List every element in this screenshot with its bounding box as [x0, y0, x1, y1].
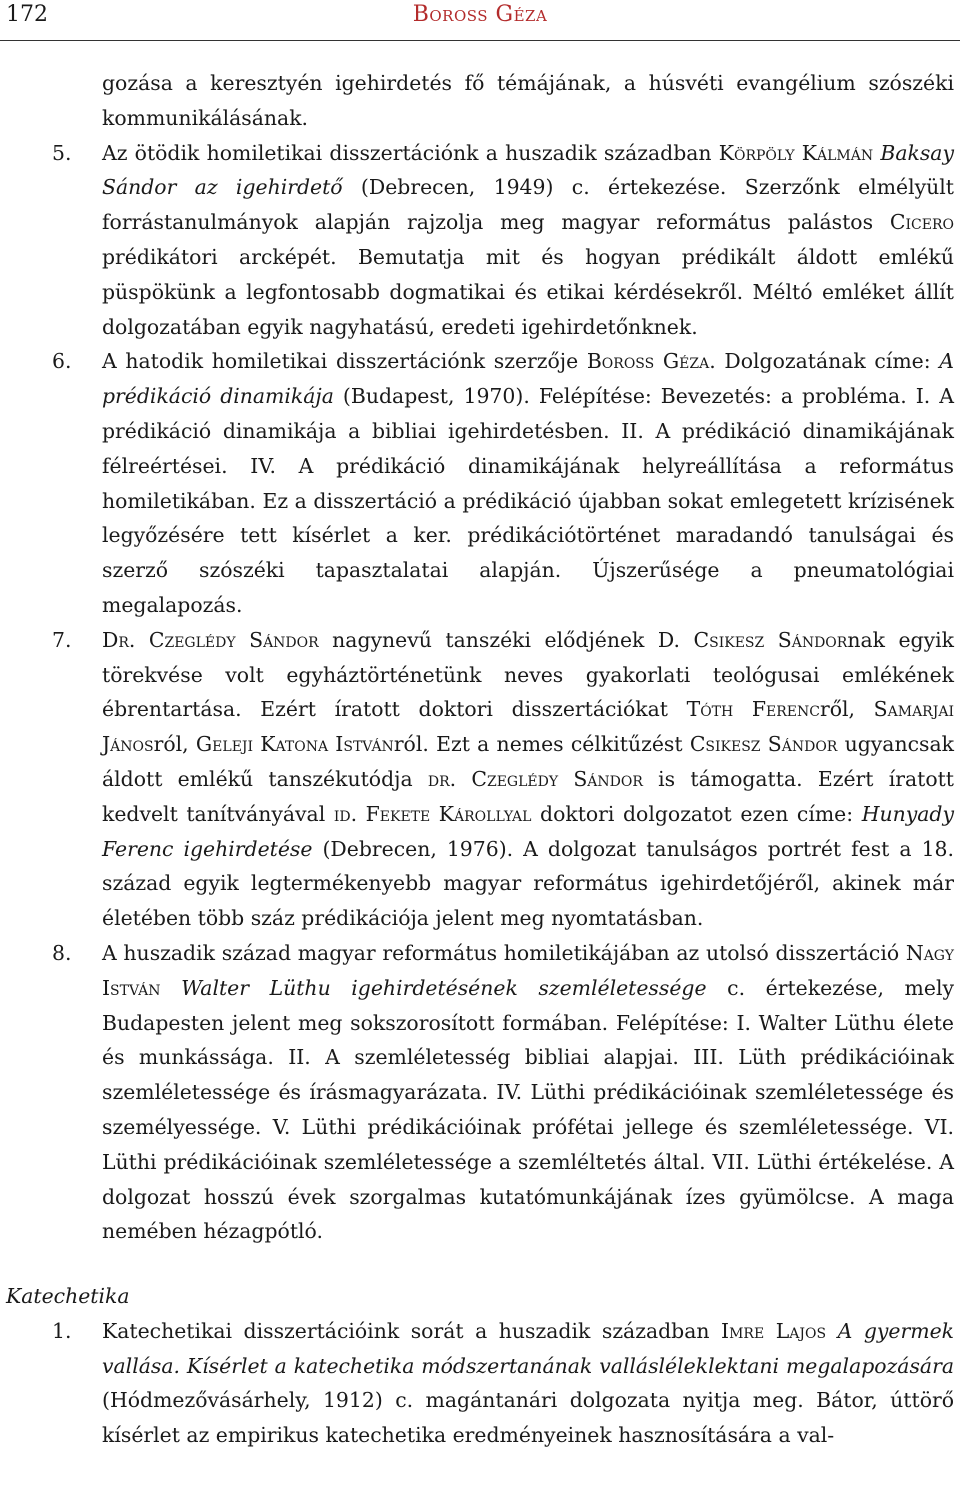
item-number: 6. [52, 349, 72, 374]
list-item [0, 1314, 960, 1453]
text-run [826, 1319, 838, 1343]
text-run: ról, [153, 732, 196, 757]
person-name: id. Fekete Károllyal [333, 801, 532, 826]
text-run: ról. Ezt a nemes célkitűzést [393, 732, 690, 757]
list-item [0, 936, 960, 1249]
text-run: nagynevű tanszéki elődjének [318, 627, 658, 652]
text-run: (Debrecen, 1949) c. értekezése. Szerzőnk elmélyült forrástanulmányok alapján rajzolja meg magyar református palástos [102, 175, 954, 235]
text-run: is támogatta. Ezért íratott kedvelt tanítványával [102, 766, 954, 826]
person-name: Geleji Katona István [195, 732, 394, 757]
text-run: doktori dolgozatot ezen címe: [531, 801, 862, 826]
italic-title: Hunyady Ferenc igehirdetése [102, 801, 954, 861]
person-name: Körpöly Kálmán [718, 140, 874, 165]
italic-title: A gyermek vallása. Kísérlet a katechetika módszertanának vallásléleklektani megalapozására [102, 1318, 954, 1378]
numbered-list [0, 136, 960, 1250]
page-header [0, 0, 960, 41]
person-name: D. Csikesz Sándor [657, 627, 848, 652]
page-number: 172 [6, 2, 48, 27]
italic-title: A prédikáció dinamikája [102, 349, 955, 409]
page-body [0, 66, 960, 1453]
running-head: Boross Géza [412, 2, 548, 27]
text-run: (Hódmezővásárhely, 1912) c. magántanári dolgozata nyitja meg. Bátor, úttörő kísérlet az empirikus katechetika eredményeinek hasznosítására a val- [102, 1388, 954, 1448]
person-name: Imre Lajos [721, 1318, 827, 1343]
person-name: Csikesz Sándor [689, 732, 838, 757]
item-number: 5. [52, 140, 72, 165]
text-run: ről, [819, 697, 874, 722]
person-name: dr. Czeglédy Sándor [427, 766, 643, 791]
person-name: Nagy István [102, 940, 954, 1000]
item-number: 7. [52, 627, 72, 652]
text-run: ugyancsak áldott emlékű tanszékutódja [102, 732, 954, 791]
text-run: Katechetikai disszertációink sorát a huszadik században [102, 1318, 722, 1343]
person-name: Dr. Czeglédy Sándor [102, 627, 319, 652]
text-run: Az ötödik homiletikai disszertációnk a huszadik században [102, 140, 719, 165]
list-item [0, 623, 960, 936]
text-run: A hatodik homiletikai disszertációnk szerzője [102, 349, 587, 374]
continuation-paragraph: gozása a keresztyén igehirdetés fő témájának, a húsvéti evangélium szószéki kommunikálásának. [102, 71, 954, 130]
person-name: Cicero [889, 210, 954, 235]
list-item [0, 344, 960, 622]
person-name: Boross Géza [586, 349, 710, 374]
text-run: (Debrecen, 1976). A dolgozat tanulságos portrét fest a 18. század egyik legtermékenyebb magyar református igehirdetőjéről, akinek már életében több száz prédikációja jelent meg nyomtatásban. [102, 836, 954, 931]
text-run: A huszadik század magyar református homiletikájában az utolsó disszertáció [102, 940, 906, 965]
list-item [0, 136, 960, 345]
text-run [161, 976, 182, 1000]
text-run: c. értekezése, mely Budapesten jelent meg sokszorosított formában. Felépítése: I. Walter Lüthu élete és munkássága. II. A szemléletesség bibliai alapjai. III. Lüth prédikációinak szemléletessége és írásmagyarázata. IV. Lüthi prédikációinak szemléletessége és személyessége. V. Lüthi prédikációinak prófétai jellege és szemléletessége. VI. Lüthi prédikációinak szemléletessége a szemléltetés által. VII. Lüthi értékelése. A dolgozat hosszú évek szorgalmas kutatómunkájának ízes gyümölcse. A maga nemében hézagpótló. [102, 975, 954, 1244]
italic-title: Walter Lüthu igehirdetésének szemléletessége [181, 975, 707, 1000]
section-list [0, 1314, 960, 1453]
text-run: nak egyik törekvése volt egyháztörténetünk neves gyakorlati teológusai emlékének ébrentartása. Ezért íratott doktori disszertációkat [102, 627, 954, 722]
section-title: Katechetika [6, 1284, 130, 1309]
person-name: Tóth Ferenc [686, 697, 820, 722]
item-number: 8. [52, 940, 72, 965]
text-run: prédikátori arcképét. Bemutatja mit és hogyan prédikált áldott emlékű püspökünk a legfontosabb dogmatikai és etikai kérdésekről. Méltó emléket állít dolgozatában egyik nagyhatású, eredeti igehirdetőnknek. [102, 244, 954, 339]
item-number: 1. [52, 1318, 72, 1343]
text-run: . Dolgozatának címe: [709, 349, 940, 374]
text-run: (Budapest, 1970). Felépítése: Bevezetés: a probléma. I. A prédikáció dinamikája a bibliai igehirdetésben. II. A prédikáció dinamikájának félreértései. IV. A prédikáció dinamikájának helyreállítása a református homiletikában. Ez a disszertáció a prédikáció újabban sokat emlegetett krízisének legyőzésére tett kísérlet a ker. prédikációtörténet maradandó tanulságai és szerző szószéki tapasztalatai alapján. Újszerűsége a pneumatológiai megalapozás. [102, 384, 954, 617]
person-name: Samarjai János [102, 697, 954, 757]
italic-title: Baksay Sándor az igehirdető [102, 140, 954, 200]
